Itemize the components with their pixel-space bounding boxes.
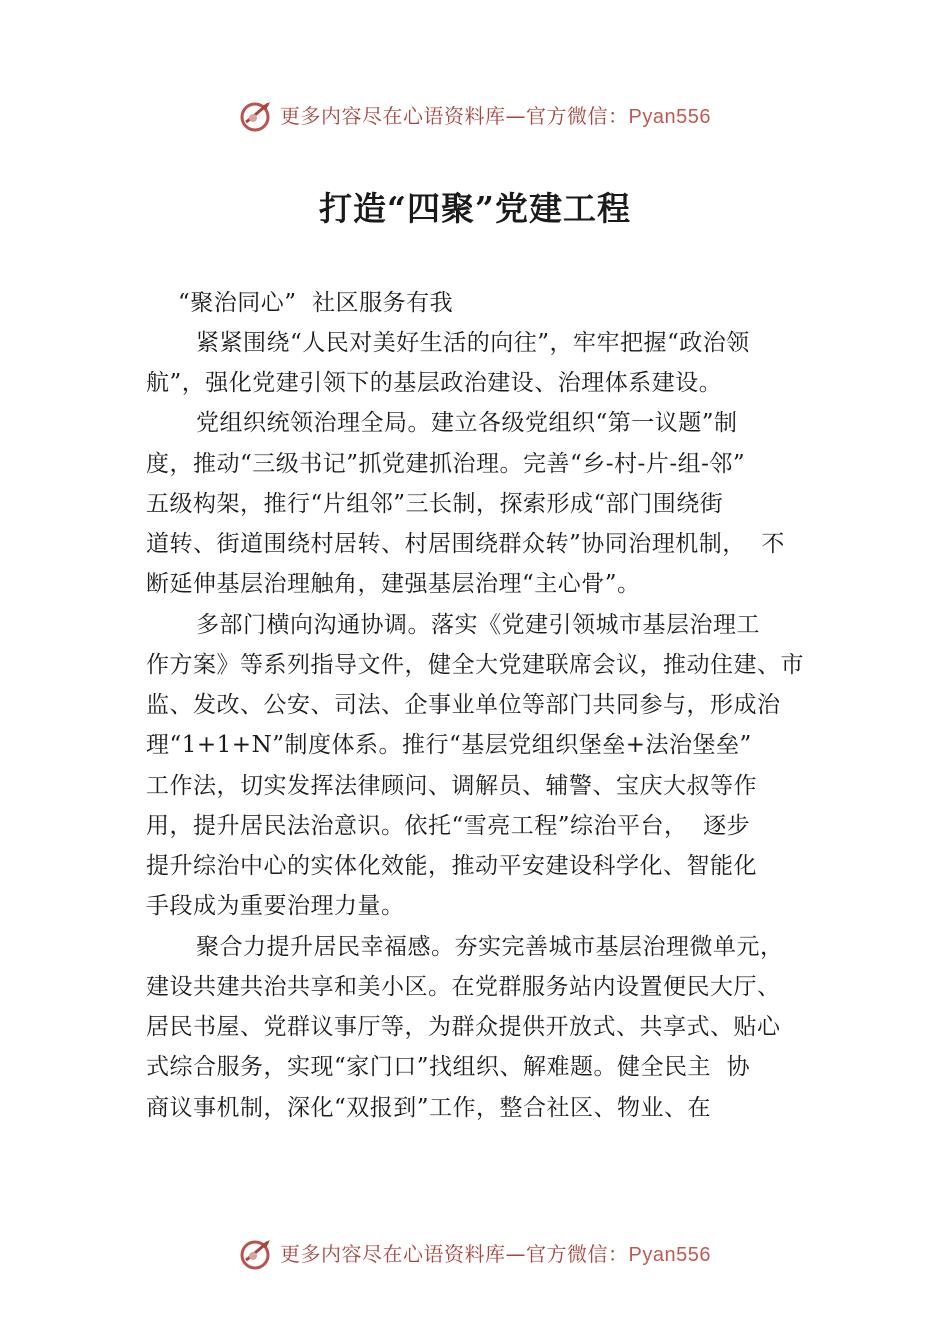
body-line: 度，推动“三级书记”抓党建抓治理。完善“乡-村-片-组-邻” [146,451,746,477]
body-line: 理“1+1+N”制度体系。推行“基层党组织堡垒+法治堡垒” [146,732,752,758]
banner-slogan: 更多内容尽在心语资料库 [280,1242,506,1266]
body-line: 手段成为重要治理力量。 [146,893,405,919]
body-line: 式综合服务，实现“家门口”找组织、解难题。健全民主 协 [146,1054,751,1080]
body-line: 商议事机制，深化“双报到”工作，整合社区、物业、在 [146,1095,712,1121]
body-line: 工作法，切实发挥法律顾问、调解员、辅警、宝庆大叔等作 [146,773,757,799]
body-line: 监、发改、公安、司法、企事业单位等部门共同参与，形成治 [146,692,781,718]
body-line: 道转、街道围绕村居转、村居围绕群众转”协同治理机制， 不 [146,531,785,557]
banner-separator: — [505,1242,526,1266]
banner-separator: — [505,104,526,128]
body-line: “聚治同心” 社区服务有我 [178,290,454,316]
body-line: 提升综治中心的实体化效能，推动平安建设科学化、智能化 [146,853,757,879]
body-line: 作方案》等系列指导文件，健全大党建联席会议，推动住建、市 [146,652,804,678]
body-line: 紧紧围绕“人民对美好生活的向往”，牢牢把握“政治领 [196,330,750,356]
document-title: 打造“四聚”党建工程 [319,189,631,228]
body-line: 多部门横向沟通协调。落实《党建引领城市基层治理工 [196,612,760,638]
banner-wechat-label: 官方微信： [526,104,629,128]
body-line: 党组织统领治理全局。建立各级党组织“第一议题”制 [196,410,738,436]
body-line: 建设共建共治共享和美小区。在党群服务站内设置便民大厅、 [146,974,781,1000]
banner-wechat-id: Pyan556 [628,1244,711,1266]
body-line: 航”，强化党建引领下的基层政治建设、治理体系建设。 [146,370,723,396]
body-line: 断延伸基层治理触角，建强基层治理“主心骨”。 [146,571,641,597]
header-banner [0,96,950,136]
body-line: 居民书屋、党群议事厅等，为群众提供开放式、共享式、贴心 [146,1014,781,1040]
footer-banner [0,1234,950,1274]
body-line: 用，提升居民法治意识。依托“雪亮工程”综治平台， 逐步 [146,813,751,839]
banner-text [280,102,711,131]
banner-wechat-id: Pyan556 [628,106,711,128]
banner-wechat-label: 官方微信： [526,1242,629,1266]
pen-swirl-logo-icon [238,1236,274,1272]
body-line: 五级构架，推行“片组邻”三长制，探索形成“部门围绕街 [146,491,724,517]
banner-text [280,1240,711,1269]
pen-swirl-logo-icon [238,98,274,134]
banner-slogan: 更多内容尽在心语资料库 [280,104,506,128]
body-line: 聚合力提升居民幸福感。夯实完善城市基层治理微单元， [196,934,784,960]
